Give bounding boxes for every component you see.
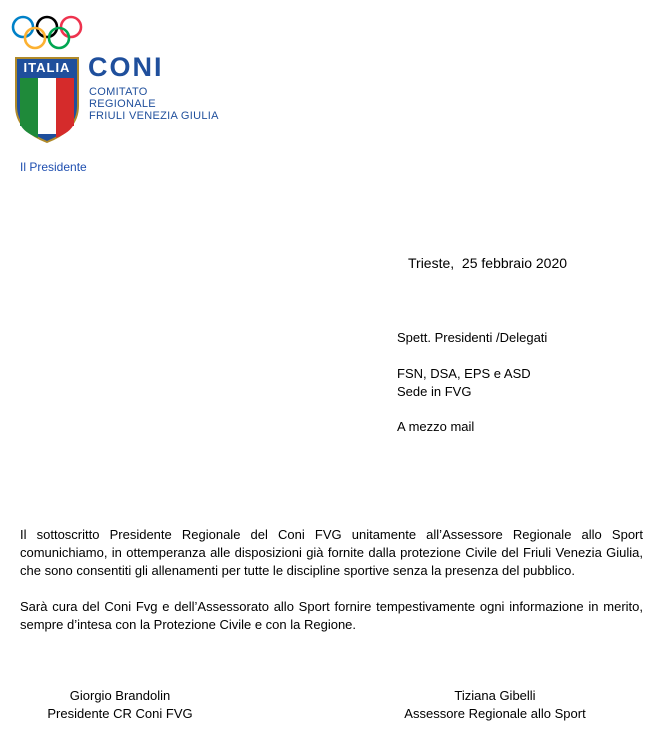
brand-name: CONI [88,52,164,82]
signature-left-name: Giorgio Brandolin [69,688,171,703]
delivery-method: A mezzo mail [397,419,475,434]
recipient-line-3: Sede in FVG [397,384,472,399]
signature-left-title: Presidente CR Coni FVG [47,706,193,721]
ring-blue [13,17,33,37]
shield-text: ITALIA [23,60,71,75]
letter-date: Trieste, 25 febbraio 2020 [408,255,568,271]
body-paragraph-2: Sarà cura del Coni Fvg e dell’Assessorato allo Sport fornire tempestivamente ogni informazione in merito, sempre d’intesa con la Protezione Civile e con la Regione. [20,599,643,632]
signature-right [380,687,610,723]
recipient-line-2: FSN, DSA, EPS e ASD [397,366,531,381]
signature-right-name: Tiziana Gibelli [454,688,536,703]
brand-line-3: FRIULI VENEZIA GIULIA [89,110,219,122]
olympic-rings-logo [10,14,84,52]
recipient-line-1: Spett. Presidenti /Delegati [397,330,548,345]
signature-right-title: Assessore Regionale allo Sport [404,706,586,721]
ring-red [61,17,81,37]
signature-left [20,687,220,723]
body-paragraph-1: Il sottoscritto Presidente Regionale del Coni FVG unitamente all’Assessore Regionale allo Sport comunichiamo, in ottemperanza alle disposizioni già fornite dalla protezione Civile del Friuli Venezia Giulia, che sono consentiti gli allenamenti per tutte le discipline sportive senza la presenza del pubblico. [20,527,643,578]
ring-green [49,28,69,48]
brand-line-1: COMITATO [89,86,148,98]
brand-line-2: REGIONALE [89,98,156,110]
office-title: Il Presidente [20,160,87,174]
ring-yellow [25,28,45,48]
ring-black [37,17,57,37]
